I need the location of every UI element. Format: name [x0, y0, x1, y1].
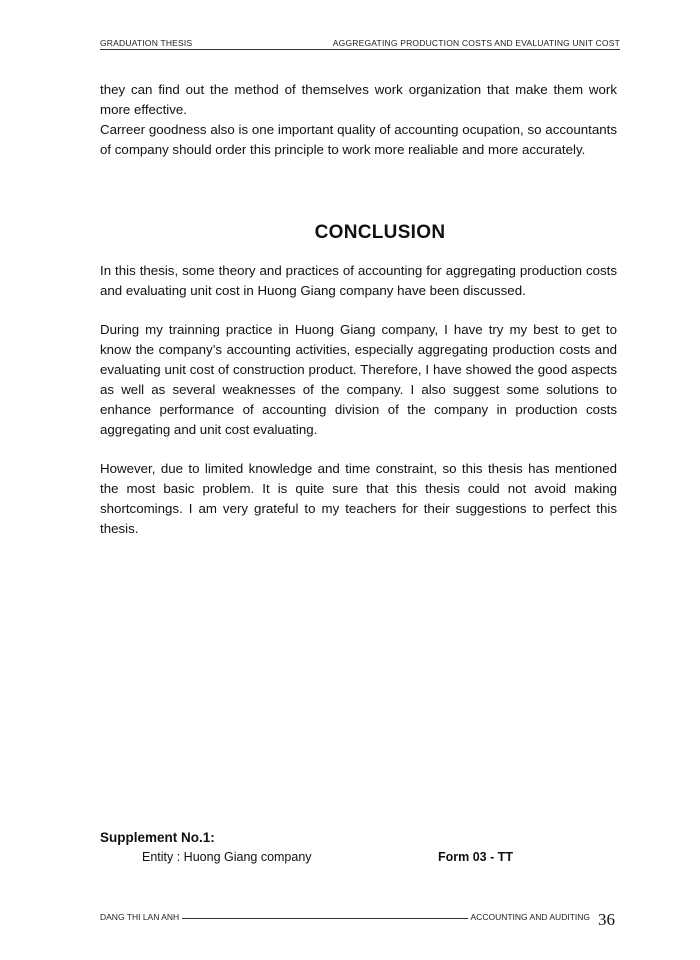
- intro-paragraph-2: Carreer goodness also is one important quality of accounting ocupation, so accountants of company should order this principle to work more realiable and more accurately.: [100, 122, 617, 157]
- supplement-title: Supplement No.1:: [100, 830, 215, 845]
- intro-text: [100, 80, 617, 160]
- header-right: AGGREGATING PRODUCTION COSTS AND EVALUATING UNIT COST: [332, 38, 620, 48]
- page-footer: [100, 912, 590, 922]
- footer-rule: [182, 918, 467, 919]
- conclusion-paragraph-2: During my trainning practice in Huong Giang company, I have try my best to get to know the company’s accounting activities, especially aggregating production costs and evaluating unit cost of construction product. Therefore, I have showed the good aspects as well as several weaknesses of the company. I also suggest some solutions to enhance performance of accounting division of the company in production costs aggregating and unit cost evaluating.: [100, 322, 617, 437]
- supplement-form: Form 03 - TT: [438, 850, 514, 864]
- page-number: 36: [598, 910, 615, 929]
- intro-paragraph-1: they can find out the method of themselves work organization that make them work more effective.: [100, 82, 617, 117]
- supplement-entity: Entity : Huong Giang company: [142, 850, 312, 864]
- footer-author: DANG THI LAN ANH: [100, 912, 180, 922]
- header-left: GRADUATION THESIS: [100, 38, 193, 48]
- footer-department: ACCOUNTING AND AUDITING: [470, 912, 590, 922]
- conclusion-title: CONCLUSION: [314, 222, 446, 243]
- conclusion-paragraph-3: However, due to limited knowledge and time constraint, so this thesis has mentioned the most basic problem. It is quite sure that this thesis could not avoid making shortcomings. I am very grateful to my teachers for their suggestions to perfect this thesis.: [100, 461, 617, 536]
- conclusion-paragraph-1: In this thesis, some theory and practices of accounting for aggregating production costs and evaluating unit cost in Huong Giang company have been discussed.: [100, 263, 617, 298]
- page-header: [100, 38, 620, 50]
